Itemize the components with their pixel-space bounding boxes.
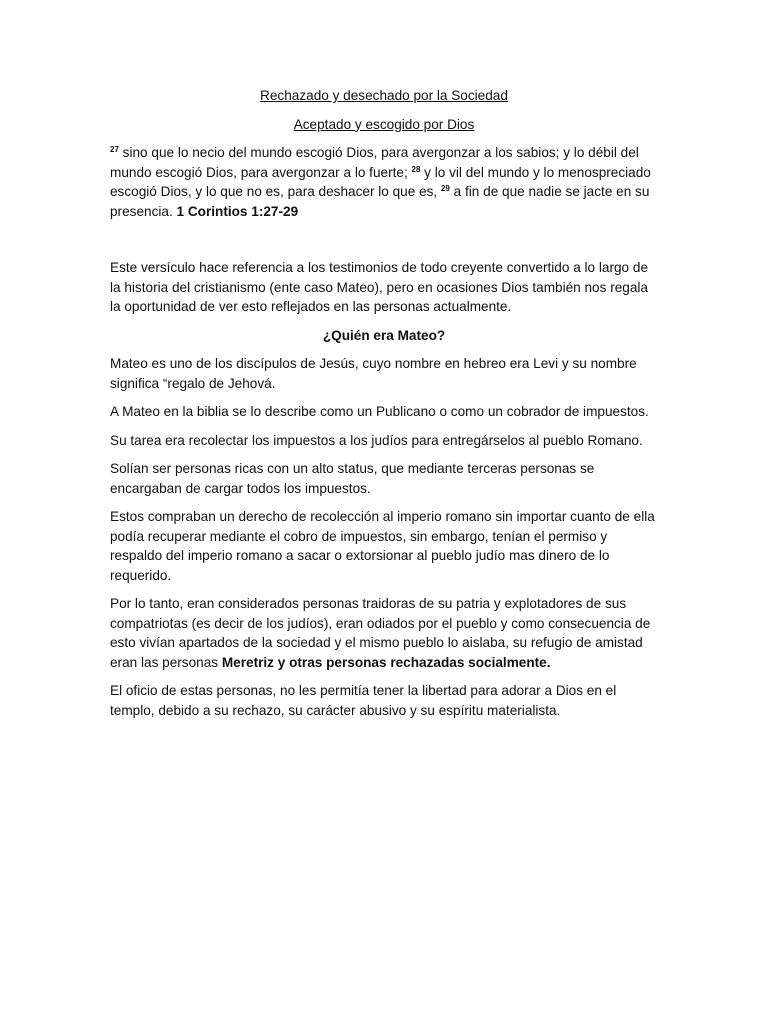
verse-28-text: y lo vil del mundo y lo menospreciado escogió Dios, y lo que no es, para deshacer lo que es, <box>110 164 651 199</box>
paragraph-6-text: Por lo tanto, eran considerados personas traidoras de su patria y explotadores de sus compatriotas (es decir de los judíos), eran odiados por el pueblo y como consecuencia de esto vivían apartados de la sociedad y el mismo pueblo lo aislaba, su refugio de amistad eran las personas <box>110 596 651 670</box>
paragraph-2: A Mateo en la biblia se lo describe como un Publicano o como un cobrador de impuestos. <box>110 404 649 419</box>
verse-reference: 1 Corintios 1:27-29 <box>176 203 299 219</box>
verse-27-text: sino que lo necio del mundo escogió Dios, para avergonzar a los sabios; y lo débil del mundo escogió Dios, para avergonzar a lo fuerte; <box>110 145 639 180</box>
verse-number-29: 29 <box>440 184 450 193</box>
paragraph-1: Mateo es uno de los discípulos de Jesús, cuyo nombre en hebreo era Levi y su nombre significa “regalo de Jehová. <box>110 356 637 391</box>
verse-29-text: a fin de que nadie se jacte en su presencia. <box>110 184 650 219</box>
verse-number-27: 27 <box>110 145 119 154</box>
paragraph-7: El oficio de estas personas, no les permitía tener la libertad para adorar a Dios en el templo, debido a su rechazo, su carácter abusivo y su espíritu materialista. <box>110 683 617 718</box>
bible-verse-paragraph <box>110 143 658 221</box>
title-text: Rechazado y desechado por la Sociedad <box>260 88 508 103</box>
paragraph-5: Estos compraban un derecho de recolección al imperio romano sin importar cuanto de ella podía recuperar mediante el cobro de impuestos, sin embargo, tenían el permiso y respaldo del imperio romano a sacar o extorsionar al pueblo judío mas dinero de lo requerido. <box>110 509 655 583</box>
document-title <box>110 86 658 106</box>
paragraph-6 <box>110 594 658 672</box>
subtitle-text: Aceptado y escogido por Dios <box>293 116 475 132</box>
paragraph-4: Solían ser personas ricas con un alto status, que mediante terceras personas se encargaban de cargar todos los impuestos. <box>110 461 595 496</box>
document-page <box>110 86 658 720</box>
verse-number-28: 28 <box>411 164 421 174</box>
section-heading: ¿Quién era Mateo? <box>322 327 446 343</box>
paragraph-3: Su tarea era recolectar los impuestos a los judíos para entregárselos al pueblo Romano. <box>110 432 643 448</box>
intro-paragraph: Este versículo hace referencia a los testimonios de todo creyente convertido a lo largo de la historia del cristianismo (ente caso Mateo), pero en ocasiones Dios también nos regala la oportunidad de ver esto reflejados en las personas actualmente. <box>110 260 649 314</box>
document-subtitle <box>110 115 658 135</box>
paragraph-6-bold: Meretriz y otras personas rechazadas socialmente. <box>221 654 551 670</box>
